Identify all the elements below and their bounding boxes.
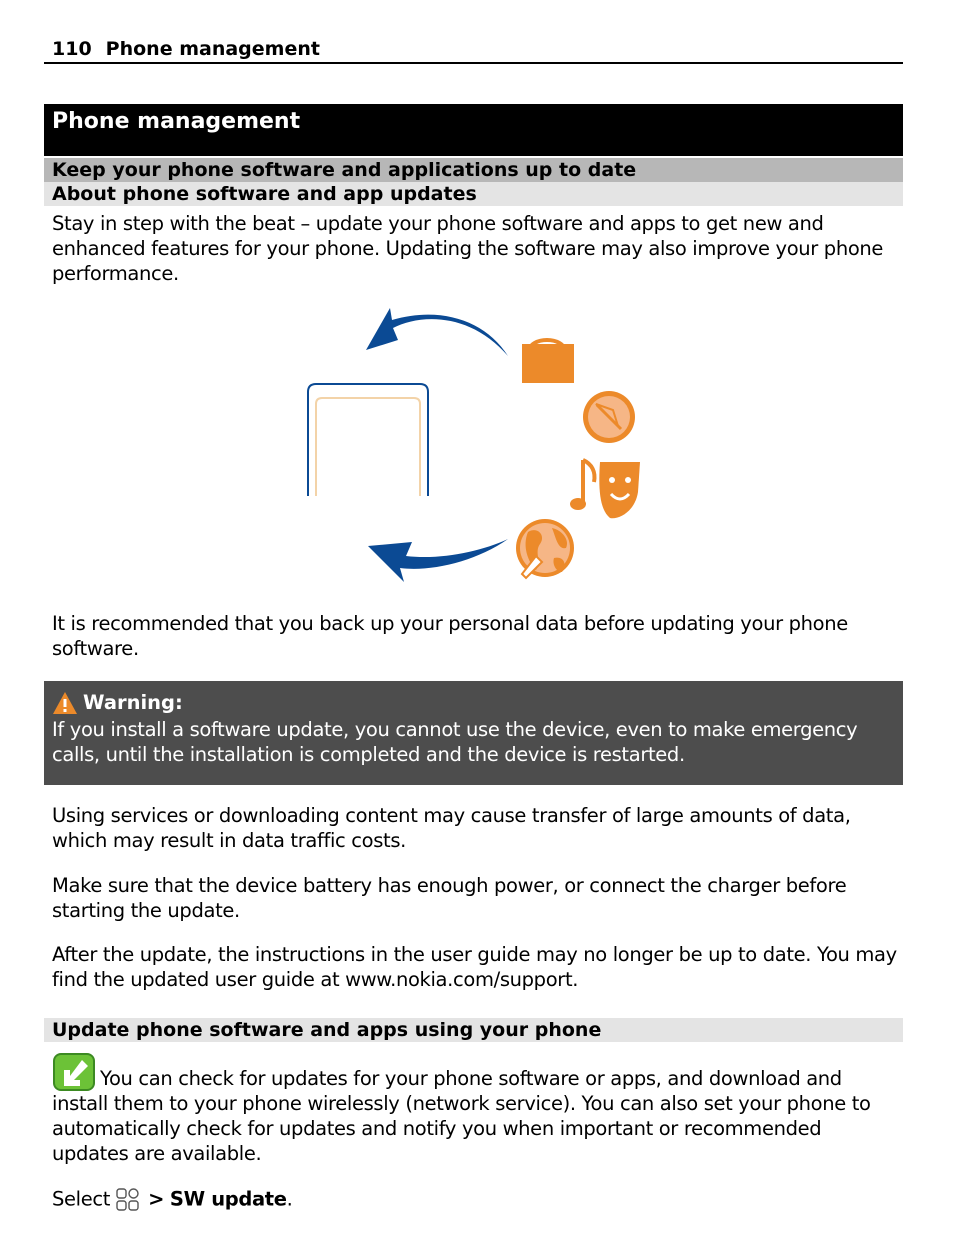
music-theatre-icon bbox=[570, 460, 640, 518]
section-heading: Keep your phone software and applications up to date bbox=[44, 158, 903, 182]
page-number: 110 bbox=[52, 38, 92, 60]
menu-grid-icon[interactable] bbox=[114, 1186, 142, 1214]
subsection-heading-about-updates: About phone software and app updates bbox=[44, 182, 903, 206]
sw-update-option[interactable]: SW update bbox=[169, 1187, 287, 1211]
select-prefix: Select bbox=[52, 1187, 111, 1211]
guide-note: After the update, the instructions in the user guide may no longer be up to date. You may find the updated user guide at www.nokia.com/support. bbox=[52, 943, 897, 991]
select-instruction bbox=[52, 1186, 897, 1214]
chapter-title: Phone management bbox=[44, 104, 903, 156]
data-cost-note: Using services or downloading content may cause transfer of large amounts of data, which may result in data traffic costs. bbox=[52, 804, 851, 852]
intro-paragraph: Stay in step with the beat – update your phone software and apps to get new and enhanced features for your phone. Updating the software may also improve your phone performance. bbox=[52, 212, 884, 285]
subsection-heading-update-using-phone: Update phone software and apps using your phone bbox=[44, 1018, 903, 1042]
backup-note: It is recommended that you back up your personal data before updating your phone software. bbox=[52, 612, 848, 660]
warning-icon bbox=[52, 691, 78, 715]
warning-title: Warning: bbox=[83, 691, 183, 714]
select-suffix: . bbox=[286, 1187, 293, 1211]
running-title: Phone management bbox=[105, 38, 320, 60]
arrow-bottom-icon bbox=[368, 539, 508, 582]
warning-box bbox=[44, 681, 903, 785]
phone-icon bbox=[308, 384, 428, 496]
shopping-bag-icon bbox=[522, 340, 574, 383]
arrow-top-icon bbox=[366, 308, 508, 356]
battery-note: Make sure that the device battery has enough power, or connect the charger before starting the update. bbox=[52, 874, 847, 922]
warning-title-row bbox=[52, 689, 895, 717]
select-separator: > bbox=[148, 1187, 165, 1211]
globe-icon bbox=[516, 519, 574, 578]
update-cycle-illustration bbox=[300, 300, 650, 595]
running-header bbox=[44, 36, 903, 64]
warning-text: If you install a software update, you cannot use the device, even to make emergency calls, until the installation is completed and the device is restarted. bbox=[52, 718, 858, 766]
compass-icon bbox=[583, 391, 635, 443]
update-description: You can check for updates for your phone software or apps, and download and install them to your phone wirelessly (network service). You can also set your phone to automatically check for updates and notify you when important or recommended updates are available. bbox=[52, 1067, 871, 1165]
